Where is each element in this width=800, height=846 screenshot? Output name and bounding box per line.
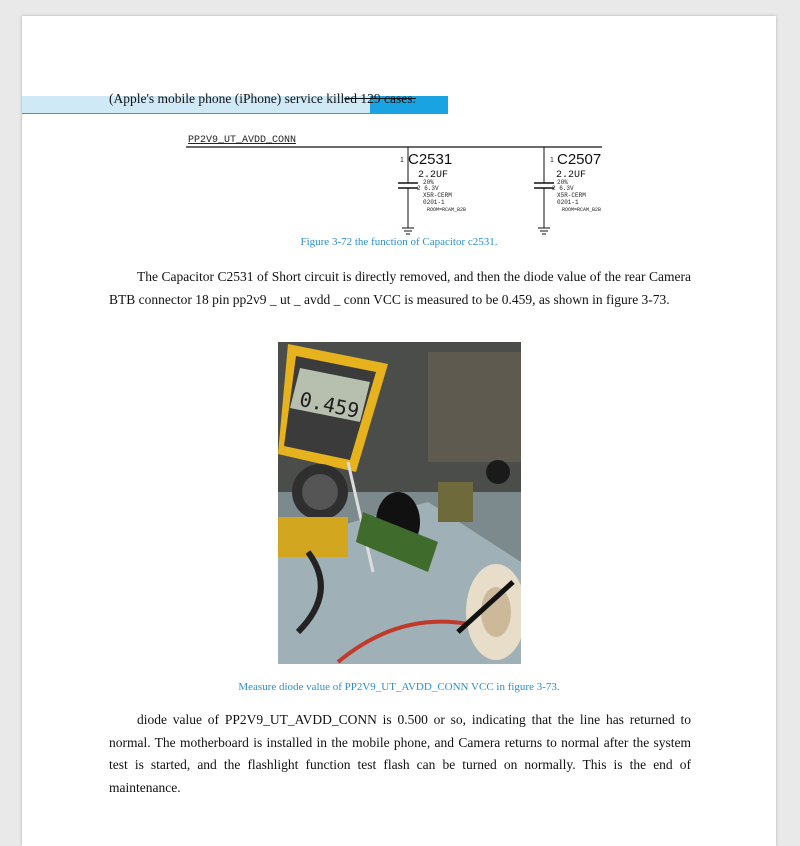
cap2-tolerance: 20% — [557, 179, 568, 186]
paragraph-1-text: The Capacitor C2531 of Short circuit is directly removed, and then the diode value of the rear Camera BTB connector 18 pin pp2v9 _ ut _ avdd _ conn VCC is measured to be 0.459, as shown in figure 3-73. — [109, 269, 691, 307]
header-underline — [22, 113, 447, 114]
schematic-figure — [172, 133, 622, 243]
cap1-voltage: 2 6.3V — [417, 185, 439, 192]
cap1-package: 0201-1 — [423, 199, 445, 206]
header-title-main: (Apple's mobile phone (iPhone) service kill — [109, 91, 345, 106]
multimeter-photo — [278, 342, 521, 664]
cap2-pin: 1 — [550, 157, 554, 164]
net-label: PP2V9_UT_AVDD_CONN — [188, 135, 297, 146]
cap2-name: C2507 — [557, 151, 602, 168]
cap1-location: ROOM=RCAM_B2B — [427, 207, 467, 213]
cap1-pin: 1 — [400, 157, 404, 164]
paragraph-2-text: diode value of PP2V9_UT_AVDD_CONN is 0.500 or so, indicating that the line has returned to normal. The motherboard is installed in the mobile phone, and Camera returns to normal after the system test is started, and the flashlight function test flash can be turned on normally. This is the end of maintenance. — [109, 712, 691, 795]
paragraph-1 — [109, 266, 691, 311]
cap1-dielectric: X5R-CERM — [423, 192, 452, 199]
cap2-location: ROOM=RCAM_B2B — [562, 207, 602, 213]
figure-caption-2: Measure diode value of PP2V9_UT_AVDD_CONN VCC in figure 3-73. — [238, 681, 560, 693]
header-title-struck: ed 129 cases. — [344, 91, 416, 106]
cap2-package: 0201-1 — [557, 199, 579, 206]
cap2-voltage: 2 6.3V — [552, 185, 574, 192]
photo-illustration — [278, 342, 521, 664]
document-page — [22, 16, 776, 846]
paragraph-2 — [109, 709, 691, 799]
cap1-tolerance: 20% — [423, 179, 434, 186]
cap1-value: 2.2UF — [418, 170, 449, 181]
cap1-name: C2531 — [408, 151, 453, 168]
header-title — [109, 91, 416, 107]
cap2-dielectric: X5R-CERM — [557, 192, 586, 199]
meter-reading: 0.459 — [297, 386, 362, 423]
figure-caption-1: Figure 3-72 the function of Capacitor c2531. — [300, 236, 498, 248]
cap2-value: 2.2UF — [556, 170, 587, 181]
